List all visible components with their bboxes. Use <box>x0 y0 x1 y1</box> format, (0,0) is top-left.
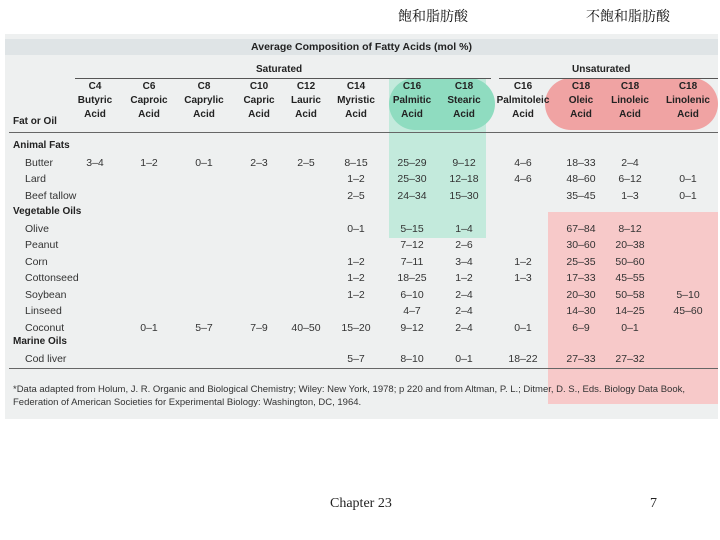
table-title: Average Composition of Fatty Acids (mol %) <box>5 39 718 55</box>
table-cell: 4–6 <box>514 173 532 185</box>
chapter-label: Chapter 23 <box>330 496 392 511</box>
column-header-name: Butyric <box>77 95 113 106</box>
table-cell: 18–33 <box>566 156 596 169</box>
table-cell: 2–4 <box>455 305 473 317</box>
table-cell: 1–2 <box>514 255 532 268</box>
unsaturated-fatty-acid-label: 不飽和脂肪酸 <box>586 9 670 25</box>
column-header <box>67 80 123 122</box>
table-cell: 7–9 <box>250 321 268 334</box>
table-cell: 5–10 <box>676 288 700 301</box>
table-cell: 67–84 <box>566 222 596 235</box>
column-header-c: C12 <box>296 81 316 92</box>
table-cell: 27–33 <box>566 352 596 365</box>
table-cell: 2–3 <box>250 156 268 169</box>
table-cell: 18–22 <box>508 352 538 365</box>
fat-or-oil-header: Fat or Oil <box>13 116 57 127</box>
table-cell: 2–4 <box>455 321 473 334</box>
saturated-fatty-acid-label: 飽和脂肪酸 <box>398 9 468 25</box>
table-cell: 0–1 <box>679 173 697 185</box>
table-cell: 40–50 <box>291 321 321 334</box>
column-header <box>660 80 716 122</box>
row-label: Cottonseed <box>25 272 79 284</box>
column-header <box>176 80 232 122</box>
table-cell: 12–18 <box>449 173 479 185</box>
section-heading: Vegetable Oils <box>13 206 82 217</box>
table-cell: 15–30 <box>449 189 479 202</box>
column-header-c: C18 <box>620 81 640 92</box>
table-cell: 48–60 <box>566 173 596 185</box>
table-cell: 6–10 <box>400 288 424 301</box>
row-label: Beef tallow <box>25 189 77 202</box>
table-cell: 7–12 <box>400 239 424 251</box>
table-cell: 3–4 <box>86 156 104 169</box>
row-label: Corn <box>25 255 48 268</box>
section-heading: Marine Oils <box>13 336 67 347</box>
table-cell: 15–20 <box>341 321 371 334</box>
table-cell: 14–30 <box>566 305 596 317</box>
table-cell: 0–1 <box>514 321 532 334</box>
column-header-acid: Acid <box>84 109 106 120</box>
column-header-name: Capric <box>243 95 275 106</box>
column-header-acid: Acid <box>570 109 592 120</box>
table-cell: 2–6 <box>455 239 473 251</box>
table-cell: 0–1 <box>679 189 697 202</box>
saturated-group-label: Saturated <box>256 64 303 75</box>
table-cell: 4–6 <box>514 156 532 169</box>
column-header-c: C18 <box>678 81 698 92</box>
page-number: 7 <box>650 496 657 511</box>
table-cell: 8–12 <box>618 222 642 235</box>
table-cell: 50–58 <box>615 288 645 301</box>
column-header <box>384 80 440 122</box>
table-cell: 1–2 <box>347 173 365 185</box>
section-heading: Animal Fats <box>13 140 70 151</box>
column-header-name: Linoleic <box>611 95 649 106</box>
column-header <box>278 80 334 122</box>
table-cell: 14–25 <box>615 305 645 317</box>
table-cell: 9–12 <box>400 321 424 334</box>
table-cell: 24–34 <box>397 189 427 202</box>
table-cell: 1–2 <box>455 272 473 284</box>
row-label: Olive <box>25 222 49 235</box>
table-cell: 20–38 <box>615 239 645 251</box>
row-label: Linseed <box>25 305 62 317</box>
column-header-name: Oleic <box>568 95 594 106</box>
table-cell: 8–15 <box>344 156 368 169</box>
table-cell: 1–4 <box>455 222 473 235</box>
row-label: Lard <box>25 173 47 185</box>
table-cell: 5–7 <box>195 321 213 334</box>
table-cell: 3–4 <box>455 255 473 268</box>
table-cell: 2–5 <box>347 189 365 202</box>
column-header-acid: Acid <box>295 109 317 120</box>
column-header-c: C6 <box>142 81 156 92</box>
table-cell: 0–1 <box>455 352 473 365</box>
table-cell: 25–29 <box>397 156 427 169</box>
table-cell: 1–2 <box>347 272 365 284</box>
column-header-acid: Acid <box>619 109 641 120</box>
table-cell: 7–11 <box>400 255 424 268</box>
table-cell: 1–3 <box>514 272 532 284</box>
column-header-c: C16 <box>513 81 533 92</box>
column-header-name: Palmitic <box>392 95 432 106</box>
column-header-acid: Acid <box>677 109 699 120</box>
column-header-acid: Acid <box>138 109 160 120</box>
table-cell: 50–60 <box>615 255 645 268</box>
column-header-name: Myristic <box>337 95 375 106</box>
column-header-c: C18 <box>454 81 474 92</box>
column-header-c: C8 <box>197 81 211 92</box>
column-header-name: Linolenic <box>666 95 710 106</box>
column-header-acid: Acid <box>512 109 534 120</box>
table-cell: 25–30 <box>397 173 427 185</box>
table-cell: 4–7 <box>403 305 421 317</box>
column-header-acid: Acid <box>345 109 367 120</box>
table-footnote: *Data adapted from Holum, J. R. Organic and Biological Chemistry; Wiley: New York, 1978; p 220 and from Altman, P. L.; Ditmer, D. S., Eds. Biology Data Book, Federation of American Societies for Experimental Biology: Washington, DC, 1964. <box>13 384 685 408</box>
table-cell: 2–5 <box>297 156 315 169</box>
column-header-name: Caprylic <box>184 95 224 106</box>
row-label: Coconut <box>25 321 65 334</box>
unsaturated-group-label: Unsaturated <box>572 64 631 75</box>
column-header-acid: Acid <box>453 109 475 120</box>
column-header <box>436 80 492 122</box>
table-cell: 45–55 <box>615 272 645 284</box>
table-cell: 9–12 <box>452 156 476 169</box>
column-header-acid: Acid <box>248 109 270 120</box>
table-cell: 5–7 <box>347 352 365 365</box>
column-header <box>121 80 177 122</box>
saturated-group-rule <box>75 78 491 79</box>
column-header-name: Palmitoleic <box>496 95 550 106</box>
column-header-name: Caproic <box>130 95 168 106</box>
row-label: Soybean <box>25 288 67 301</box>
table-cell: 0–1 <box>195 156 213 169</box>
table-cell: 6–9 <box>572 321 590 334</box>
table-cell: 20–30 <box>566 288 596 301</box>
table-cell: 1–2 <box>347 255 365 268</box>
table-cell: 35–45 <box>566 189 596 202</box>
table-cell: 6–12 <box>618 173 642 185</box>
row-label: Cod liver <box>25 352 67 365</box>
column-header <box>553 80 609 122</box>
table-cell: 2–4 <box>455 288 473 301</box>
column-header-c: C14 <box>346 81 366 92</box>
table-cell: 27–32 <box>615 352 645 365</box>
table-cell: 8–10 <box>400 352 424 365</box>
column-header-acid: Acid <box>193 109 215 120</box>
row-label: Peanut <box>25 239 59 251</box>
table-cell: 5–15 <box>400 222 424 235</box>
table-cell: 1–3 <box>621 189 639 202</box>
row-label: Butter <box>25 156 54 169</box>
fatty-acid-table <box>5 34 718 419</box>
table-bottom-rule <box>9 368 718 369</box>
unsaturated-group-rule <box>499 78 718 79</box>
column-header <box>328 80 384 122</box>
column-header-c: C18 <box>571 81 591 92</box>
table-cell: 0–1 <box>347 222 365 235</box>
column-header-acid: Acid <box>401 109 423 120</box>
column-header-c: C10 <box>249 81 269 92</box>
header-rule <box>9 132 718 133</box>
table-cell: 30–60 <box>566 239 596 251</box>
table-cell: 18–25 <box>397 272 427 284</box>
table-cell: 0–1 <box>140 321 158 334</box>
column-header-c: C16 <box>402 81 422 92</box>
column-header-name: Lauric <box>290 95 321 106</box>
table-cell: 25–35 <box>566 255 596 268</box>
column-header-name: Stearic <box>447 95 481 106</box>
column-header <box>602 80 658 122</box>
table-cell: 45–60 <box>673 305 703 317</box>
table-cell: 1–2 <box>347 288 365 301</box>
table-cell: 1–2 <box>140 156 158 169</box>
table-cell: 0–1 <box>621 321 639 334</box>
column-header <box>495 80 551 122</box>
column-header-c: C4 <box>88 81 102 92</box>
table-cell: 2–4 <box>621 156 639 169</box>
table-cell: 17–33 <box>566 272 596 284</box>
